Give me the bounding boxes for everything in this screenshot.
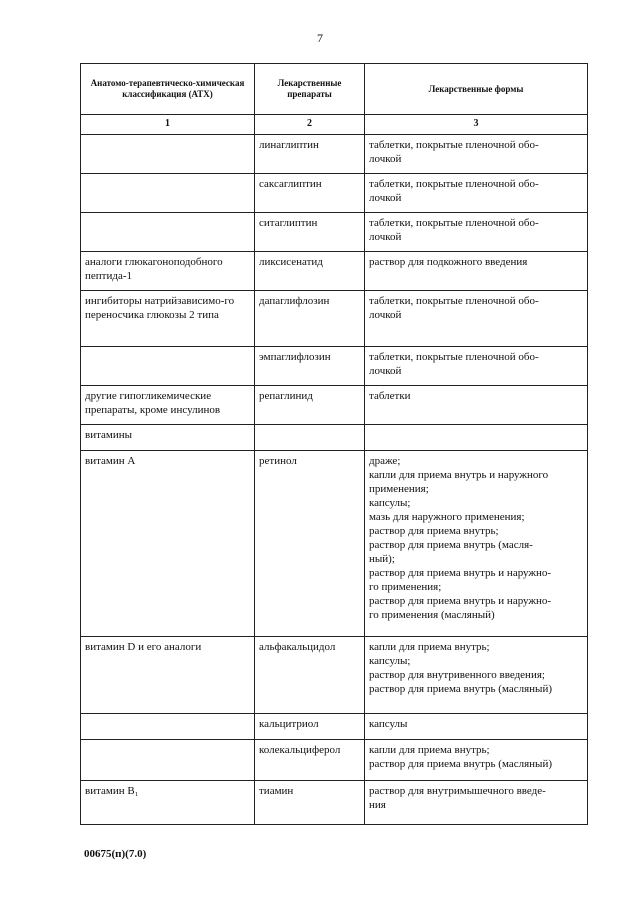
forms-cell bbox=[365, 386, 588, 425]
form-line: мазь для наружного применения; bbox=[369, 511, 525, 523]
table-row bbox=[81, 637, 588, 714]
drug-cell: ситаглиптин bbox=[255, 213, 365, 252]
form-line: раствор для приема внутрь и наружно- bbox=[369, 567, 552, 579]
form-line: таблетки bbox=[369, 390, 411, 402]
forms-cell bbox=[365, 740, 588, 781]
forms-cell bbox=[365, 135, 588, 174]
forms-cell bbox=[365, 174, 588, 213]
form-line: капли для приема внутрь и наружного bbox=[369, 469, 549, 481]
forms-cell bbox=[365, 451, 588, 637]
form-line: раствор для внутривенного введения; bbox=[369, 669, 545, 681]
page-number: 7 bbox=[317, 31, 323, 45]
form-line: раствор для внутримышечного введе- bbox=[369, 785, 546, 797]
form-line: ния bbox=[369, 799, 386, 811]
table-row bbox=[81, 174, 588, 213]
table-row bbox=[81, 386, 588, 425]
form-line: капли для приема внутрь; bbox=[369, 641, 490, 653]
table-row bbox=[81, 714, 588, 740]
forms-cell bbox=[365, 347, 588, 386]
table-body bbox=[81, 135, 588, 825]
form-line: таблетки, покрытые пленочной обо- bbox=[369, 295, 539, 307]
drug-cell: альфакальцидол bbox=[255, 637, 365, 714]
atc-cell bbox=[81, 135, 255, 174]
form-line: раствор для приема внутрь и наружно- bbox=[369, 595, 552, 607]
column-number: 1 bbox=[81, 115, 255, 135]
header-drugs: Лекарственные препараты bbox=[255, 64, 365, 115]
table-row bbox=[81, 781, 588, 825]
drug-table bbox=[80, 63, 588, 825]
table-header-row bbox=[81, 64, 588, 115]
header-atc: Анатомо-терапевтическо-химическая классификация (АТХ) bbox=[81, 64, 255, 115]
form-line: лочкой bbox=[369, 192, 402, 204]
form-line: раствор для подкожного введения bbox=[369, 256, 528, 268]
form-line: лочкой bbox=[369, 231, 402, 243]
atc-cell: витамины bbox=[81, 425, 255, 451]
forms-cell bbox=[365, 252, 588, 291]
table-row bbox=[81, 451, 588, 637]
drug-cell: ликсисенатид bbox=[255, 252, 365, 291]
form-line: таблетки, покрытые пленочной обо- bbox=[369, 351, 539, 363]
column-number: 3 bbox=[365, 115, 588, 135]
forms-cell bbox=[365, 213, 588, 252]
drug-cell: тиамин bbox=[255, 781, 365, 825]
table-row bbox=[81, 291, 588, 347]
form-line: раствор для приема внутрь; bbox=[369, 525, 499, 537]
drug-cell: эмпаглифлозин bbox=[255, 347, 365, 386]
atc-cell: витамин A bbox=[81, 451, 255, 637]
form-line: таблетки, покрытые пленочной обо- bbox=[369, 178, 539, 190]
atc-cell: другие гипогликемические препараты, кроме инсулинов bbox=[81, 386, 255, 425]
forms-cell bbox=[365, 425, 588, 451]
forms-cell bbox=[365, 714, 588, 740]
drug-cell: линаглиптин bbox=[255, 135, 365, 174]
form-line: раствор для приема внутрь (масляный) bbox=[369, 683, 552, 695]
atc-cell bbox=[81, 714, 255, 740]
form-line: раствор для приема внутрь (масля- bbox=[369, 539, 533, 551]
form-line: лочкой bbox=[369, 153, 402, 165]
table-row bbox=[81, 252, 588, 291]
document-code: 00675(п)(7.0) bbox=[84, 848, 147, 860]
form-line: раствор для приема внутрь (масляный) bbox=[369, 758, 552, 770]
form-line: лочкой bbox=[369, 365, 402, 377]
drug-cell: колекальциферол bbox=[255, 740, 365, 781]
form-line: капсулы bbox=[369, 718, 408, 730]
form-line: капсулы; bbox=[369, 655, 411, 667]
drug-cell bbox=[255, 425, 365, 451]
drug-cell: репаглинид bbox=[255, 386, 365, 425]
table-row bbox=[81, 425, 588, 451]
column-number-row bbox=[81, 115, 588, 135]
form-line: го применения; bbox=[369, 581, 442, 593]
form-line: лочкой bbox=[369, 309, 402, 321]
atc-cell bbox=[81, 347, 255, 386]
form-line: таблетки, покрытые пленочной обо- bbox=[369, 139, 539, 151]
atc-cell: витамин B₁ bbox=[81, 781, 255, 825]
forms-cell bbox=[365, 781, 588, 825]
column-number: 2 bbox=[255, 115, 365, 135]
table-row bbox=[81, 213, 588, 252]
form-line: капли для приема внутрь; bbox=[369, 744, 490, 756]
header-forms: Лекарственные формы bbox=[365, 64, 588, 115]
form-line: драже; bbox=[369, 455, 401, 467]
table-row bbox=[81, 135, 588, 174]
form-line: ный); bbox=[369, 553, 395, 565]
atc-cell: витамин D и его аналоги bbox=[81, 637, 255, 714]
atc-cell: аналоги глюкагоноподобного пептида-1 bbox=[81, 252, 255, 291]
atc-cell bbox=[81, 174, 255, 213]
drug-cell: саксаглиптин bbox=[255, 174, 365, 213]
atc-cell bbox=[81, 213, 255, 252]
table-row bbox=[81, 347, 588, 386]
drug-cell: кальцитриол bbox=[255, 714, 365, 740]
form-line: применения; bbox=[369, 483, 429, 495]
form-line: капсулы; bbox=[369, 497, 411, 509]
drug-cell: ретинол bbox=[255, 451, 365, 637]
form-line: таблетки, покрытые пленочной обо- bbox=[369, 217, 539, 229]
form-line: го применения (масляный) bbox=[369, 609, 495, 621]
atc-cell: ингибиторы натрийзависимо-го переносчика глюкозы 2 типа bbox=[81, 291, 255, 347]
atc-cell bbox=[81, 740, 255, 781]
drug-cell: дапаглифлозин bbox=[255, 291, 365, 347]
forms-cell bbox=[365, 637, 588, 714]
table-row bbox=[81, 740, 588, 781]
forms-cell bbox=[365, 291, 588, 347]
